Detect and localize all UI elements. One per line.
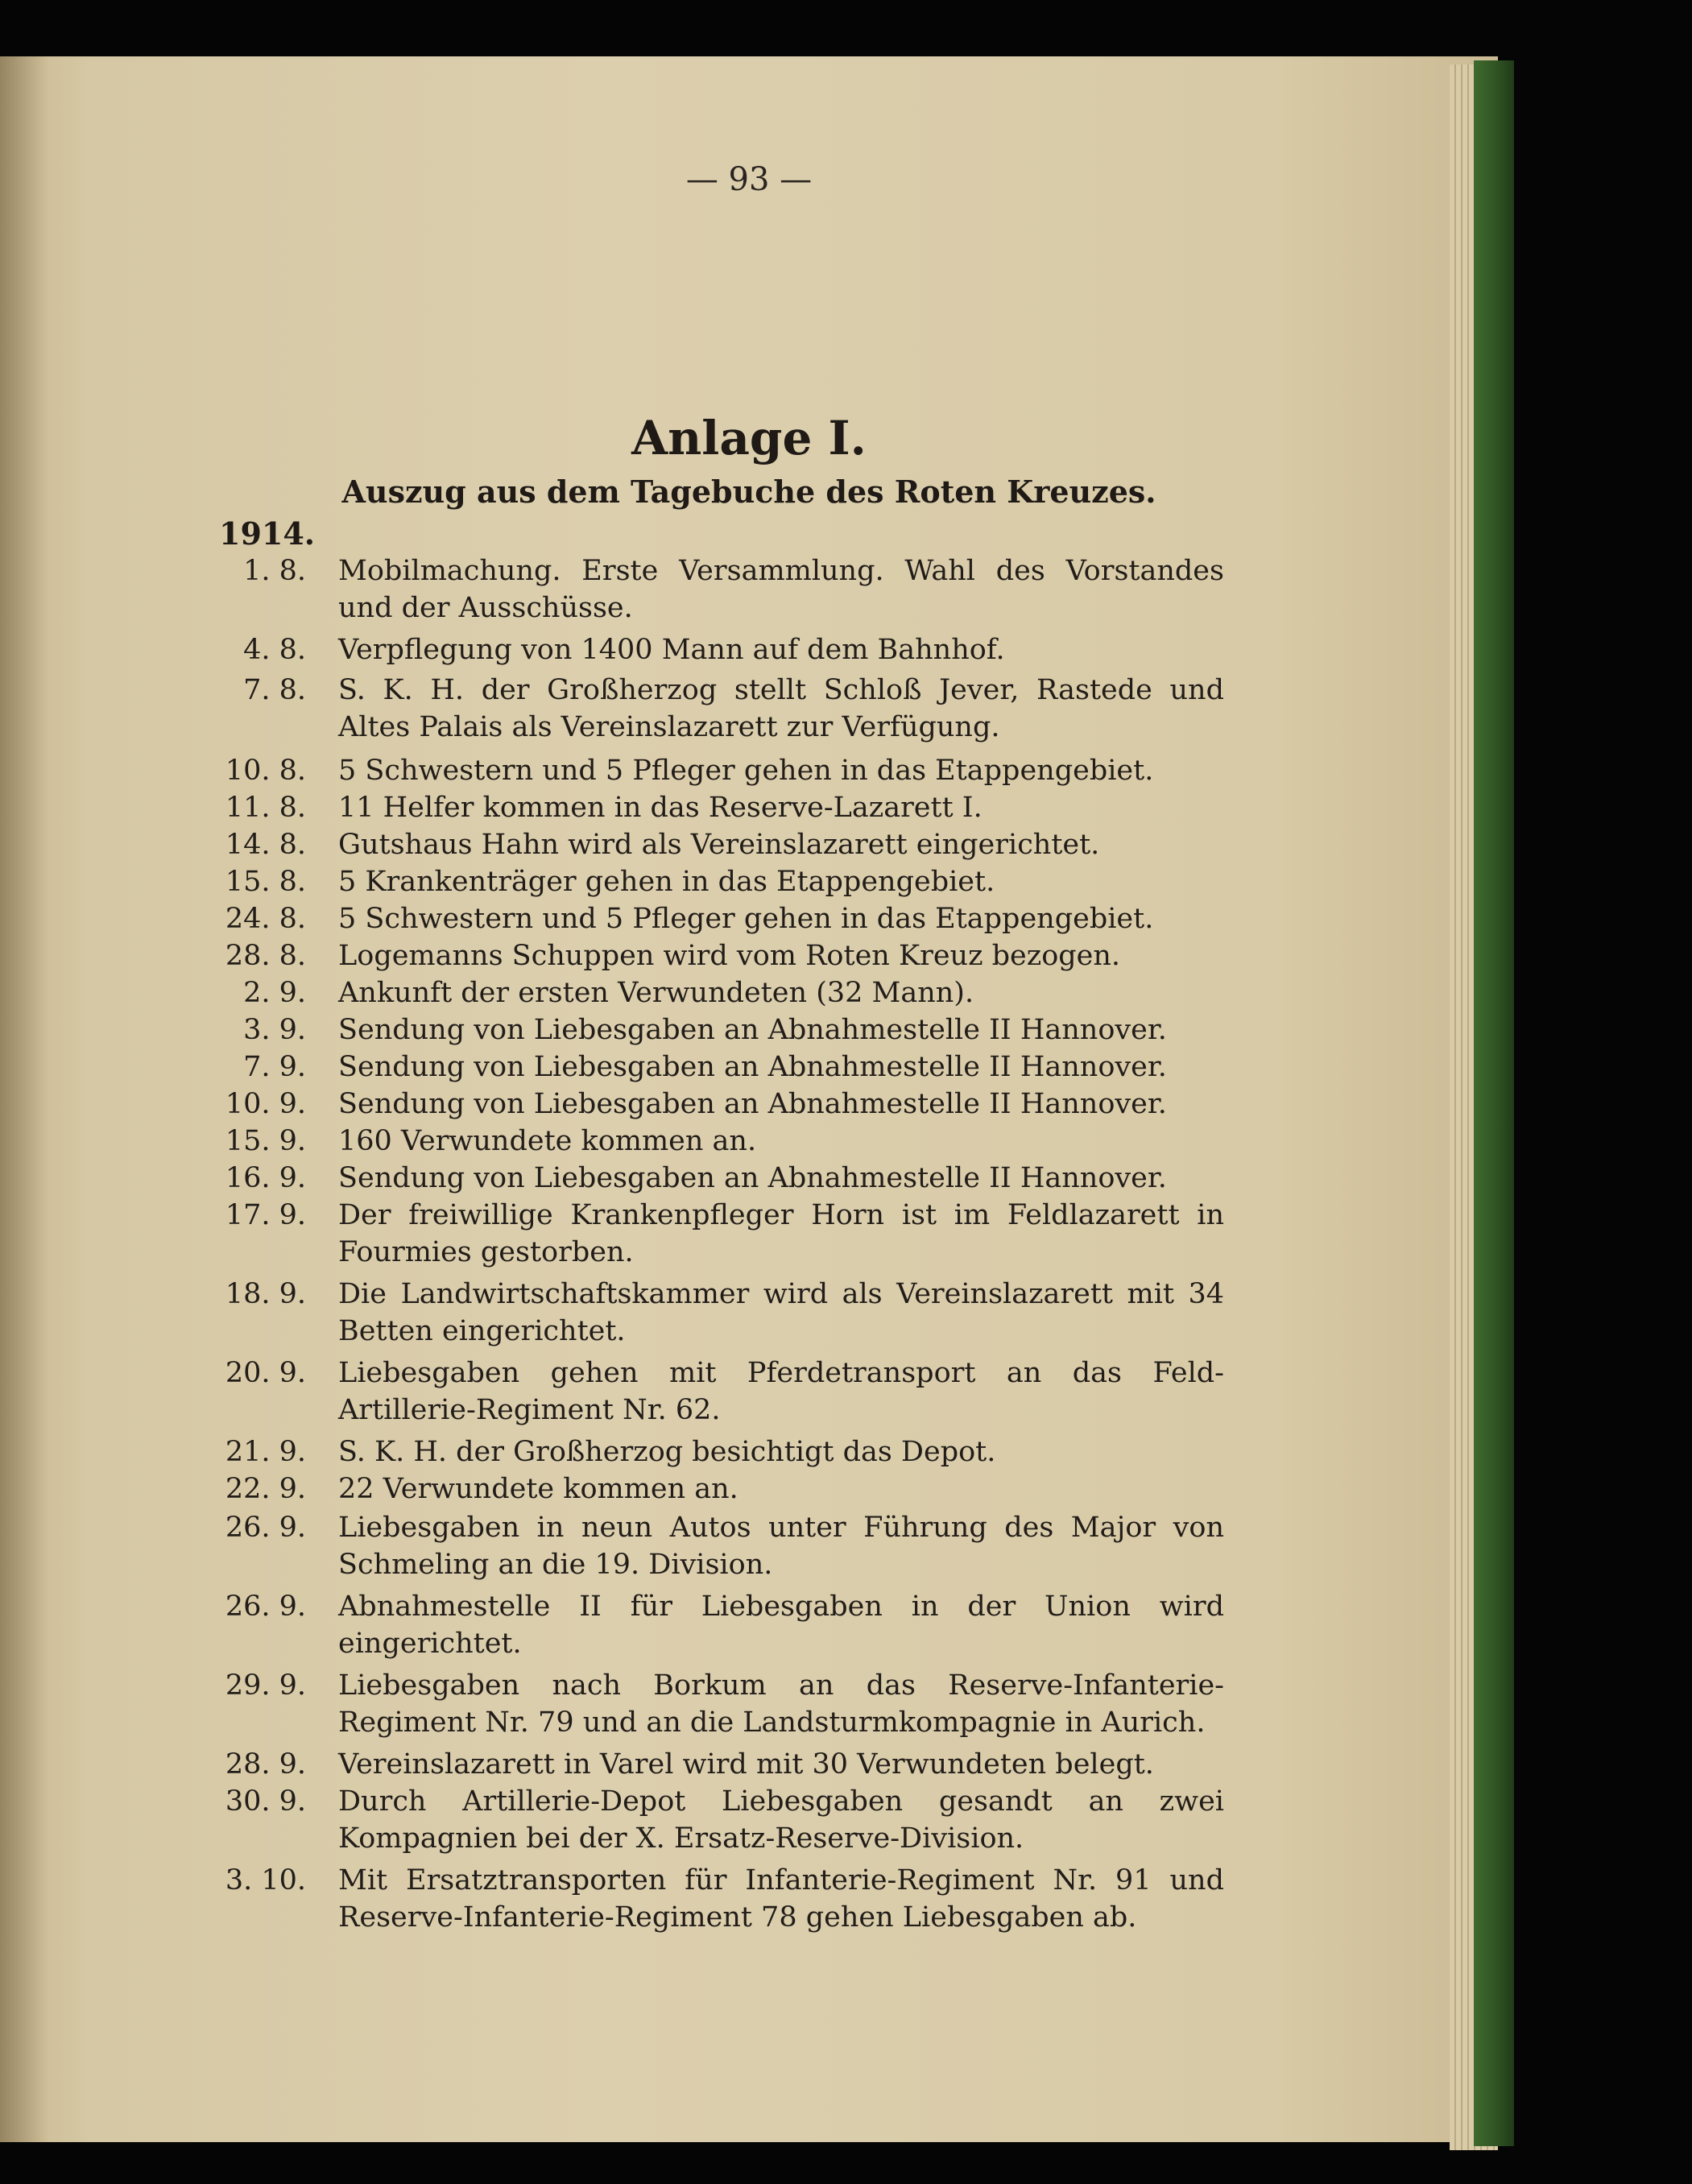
entry-text: 5 Schwestern und 5 Pfleger gehen in das Etappengebiet.: [338, 903, 1154, 935]
entry-text: Mit Ersatztransporten für Infanterie-Regiment Nr. 91 und Reserve-Infanterie-Regiment 78 gehen Liebesgaben ab.: [338, 1864, 1224, 1934]
entry-text: 5 Schwestern und 5 Pfleger gehen in das Etappengebiet.: [338, 755, 1154, 787]
entry-date: 24. 8.: [225, 903, 306, 935]
entry-date: 10. 9.: [225, 1088, 306, 1120]
page-number: — 93 —: [685, 161, 813, 198]
entry-text: Liebesgaben gehen mit Pferdetransport an das Feld-Artillerie-Regiment Nr. 62.: [338, 1357, 1224, 1426]
entry-date: 15. 9.: [225, 1125, 306, 1157]
appendix-subtitle: Auszug aus dem Tagebuche des Roten Kreuzes.: [341, 474, 1156, 510]
entry-text: 160 Verwundete kommen an.: [338, 1125, 757, 1157]
entry-date: 11. 8.: [225, 792, 306, 824]
entry-date: 14. 8.: [225, 829, 306, 861]
entry-text: S. K. H. der Großherzog besichtigt das Depot.: [338, 1436, 996, 1468]
entry-text: Liebesgaben in neun Autos unter Führung des Major von Schmeling an die 19. Division.: [338, 1512, 1224, 1581]
entry-date: 30. 9.: [225, 1785, 306, 1818]
entry-text: Verpflegung von 1400 Mann auf dem Bahnhof.: [338, 634, 1005, 666]
entry-date: 1. 8.: [243, 555, 306, 587]
entry-text: Sendung von Liebesgaben an Abnahmestelle II Hannover.: [338, 1162, 1167, 1194]
entry-date: 3. 9.: [243, 1014, 306, 1046]
entry-date: 26. 9.: [225, 1512, 306, 1544]
entry-text: Liebesgaben nach Borkum an das Reserve-Infanterie-Regiment Nr. 79 und an die Landsturmkompagnie in Aurich.: [338, 1669, 1224, 1739]
entry-text: S. K. H. der Großherzog stellt Schloß Jever, Rastede und Altes Palais als Vereinslazarett zur Verfügung.: [338, 674, 1224, 743]
entry-date: 28. 9.: [225, 1748, 306, 1781]
book-cover-edge: [1474, 60, 1514, 2146]
entry-date: 10. 8.: [225, 755, 306, 787]
entry-date: 7. 9.: [243, 1051, 306, 1083]
entry-date: 17. 9.: [225, 1199, 306, 1231]
entry-text: Mobilmachung. Erste Versammlung. Wahl des Vorstandes und der Ausschüsse.: [338, 555, 1224, 624]
entry-text: Der freiwillige Krankenpfleger Horn ist im Feldlazarett in Fourmies gestorben.: [338, 1199, 1224, 1268]
entry-date: 7. 8.: [243, 674, 306, 706]
entry-text: Logemanns Schuppen wird vom Roten Kreuz bezogen.: [338, 940, 1121, 972]
entry-date: 3. 10.: [225, 1864, 306, 1897]
entry-date: 20. 9.: [225, 1357, 306, 1389]
entry-text: Sendung von Liebesgaben an Abnahmestelle II Hannover.: [338, 1014, 1167, 1046]
entry-date: 29. 9.: [225, 1669, 306, 1702]
entry-date: 15. 8.: [225, 866, 306, 898]
entry-date: 18. 9.: [225, 1278, 306, 1310]
appendix-title: Anlage I.: [631, 411, 867, 465]
entry-text: Durch Artillerie-Depot Liebesgaben gesandt an zwei Kompagnien bei der X. Ersatz-Reserve-Division.: [338, 1785, 1224, 1855]
entry-text: 22 Verwundete kommen an.: [338, 1473, 738, 1505]
entry-date: 2. 9.: [243, 977, 306, 1009]
entry-date: 16. 9.: [225, 1162, 306, 1194]
entry-date: 28. 8.: [225, 940, 306, 972]
entry-text: Die Landwirtschaftskammer wird als Vereinslazarett mit 34 Betten eingerichtet.: [338, 1278, 1224, 1347]
entry-text: 11 Helfer kommen in das Reserve-Lazarett I.: [338, 792, 983, 824]
entry-text: Vereinslazarett in Varel wird mit 30 Verwundeten belegt.: [338, 1748, 1154, 1781]
entry-text: Abnahmestelle II für Liebesgaben in der Union wird eingerichtet.: [338, 1590, 1224, 1660]
spine-shadow: [0, 56, 48, 2142]
entry-text: Gutshaus Hahn wird als Vereinslazarett eingerichtet.: [338, 829, 1100, 861]
entry-text: Sendung von Liebesgaben an Abnahmestelle II Hannover.: [338, 1088, 1167, 1120]
entry-date: 21. 9.: [225, 1436, 306, 1468]
entry-date: 26. 9.: [225, 1590, 306, 1623]
entry-date: 4. 8.: [243, 634, 306, 666]
entry-date: 22. 9.: [225, 1473, 306, 1505]
entry-text: Sendung von Liebesgaben an Abnahmestelle II Hannover.: [338, 1051, 1167, 1083]
entry-text: Ankunft der ersten Verwundeten (32 Mann).: [338, 977, 974, 1009]
year-heading: 1914.: [219, 515, 315, 552]
entry-text: 5 Krankenträger gehen in das Etappengebiet.: [338, 866, 995, 898]
